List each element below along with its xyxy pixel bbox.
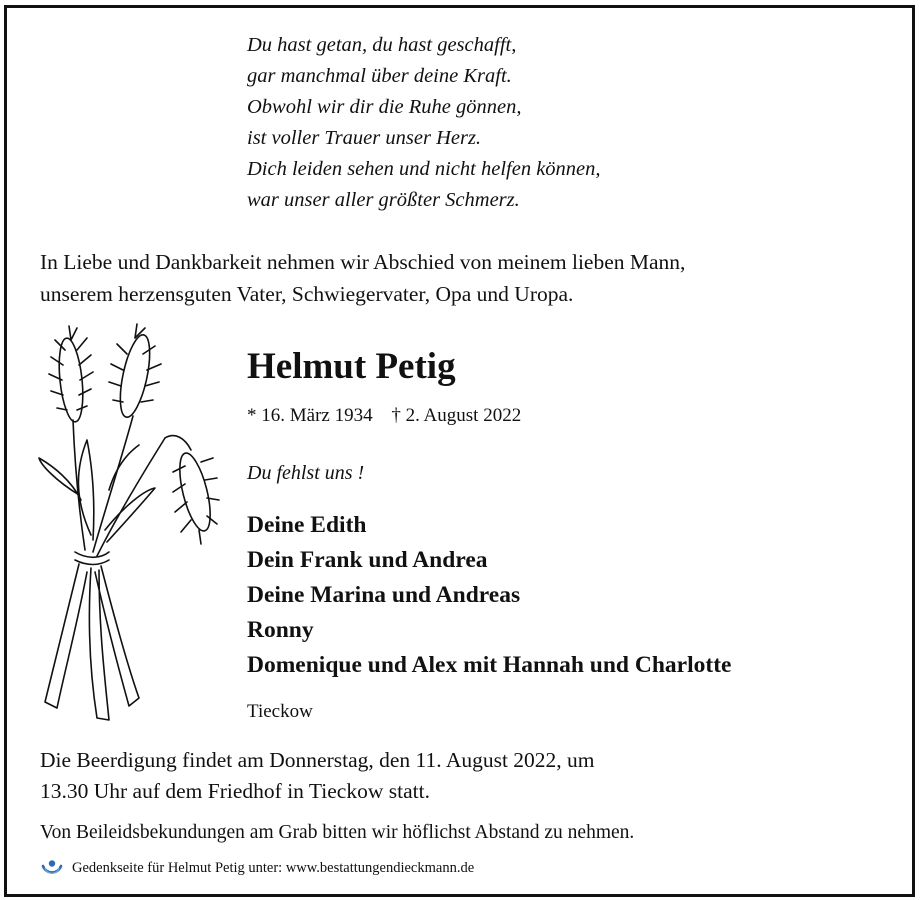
condolence-request: Von Beileidsbekundungen am Grab bitten wir höflichst Abstand zu nehmen.: [40, 822, 635, 843]
death-date: † 2. August 2022: [391, 405, 522, 426]
memorial-link-text[interactable]: Gedenkseite für Helmut Petig unter: www.bestattungendieckmann.de: [72, 859, 475, 876]
life-dates: [247, 403, 521, 429]
funeral-line: 13.30 Uhr auf dem Friedhof in Tieckow statt.: [40, 779, 430, 803]
motto: Du fehlst uns !: [247, 462, 365, 484]
birth-date: * 16. März 1934: [247, 405, 373, 426]
poem: [247, 30, 601, 216]
mourners-list: [247, 508, 731, 683]
memorial-page-note[interactable]: [40, 856, 474, 880]
mourner-name: Dein Frank und Andrea: [247, 547, 488, 573]
mourner-name: Deine Marina und Andreas: [247, 582, 521, 608]
obituary-frame: [4, 5, 915, 897]
intro-line: In Liebe und Dankbarkeit nehmen wir Abschied von meinem lieben Mann,: [40, 250, 686, 274]
deceased-name: Helmut Petig: [247, 346, 456, 387]
mourner-name: Domenique und Alex mit Hannah und Charlotte: [247, 652, 732, 678]
memorial-logo-icon: [40, 856, 64, 880]
mourner-name: Deine Edith: [247, 512, 367, 538]
poem-line: war unser aller größter Schmerz.: [247, 189, 520, 211]
funeral-notice: [40, 745, 900, 807]
wheat-sheaf-icon: [35, 320, 225, 730]
place-name: Tieckow: [247, 701, 313, 722]
poem-line: Obwohl wir dir die Ruhe gönnen,: [247, 96, 522, 118]
poem-line: gar manchmal über deine Kraft.: [247, 65, 512, 87]
poem-line: Du hast getan, du hast geschafft,: [247, 34, 517, 56]
mourner-name: Ronny: [247, 617, 314, 643]
intro-text: [40, 246, 900, 310]
poem-line: Dich leiden sehen und nicht helfen können,: [247, 158, 601, 180]
poem-line: ist voller Trauer unser Herz.: [247, 127, 482, 149]
funeral-line: Die Beerdigung findet am Donnerstag, den 11. August 2022, um: [40, 748, 595, 772]
intro-line: unserem herzensguten Vater, Schwiegervater, Opa und Uropa.: [40, 282, 574, 306]
